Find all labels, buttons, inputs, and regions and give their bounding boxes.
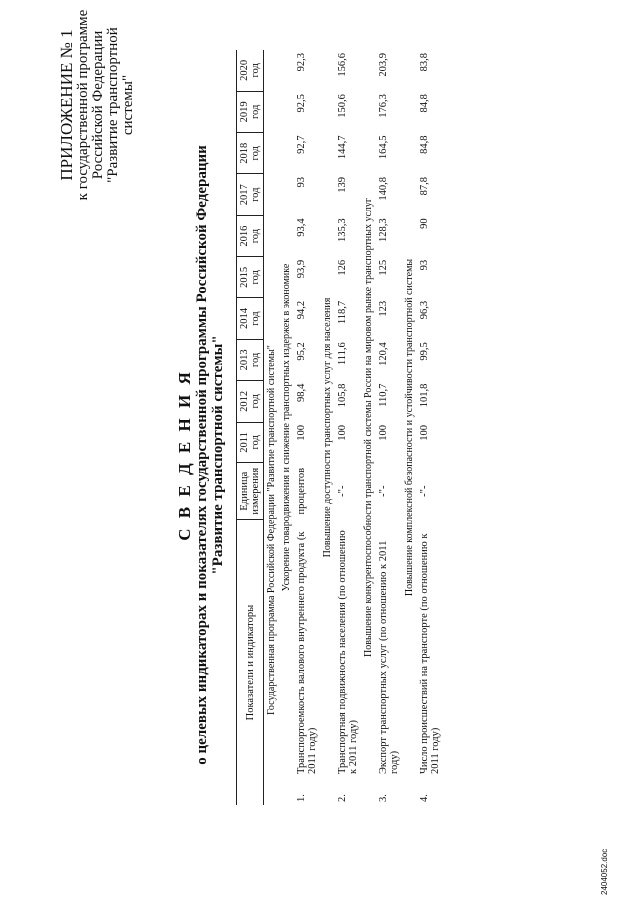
row-number: 3.: [378, 794, 389, 802]
row-indicator: Транспортоемкость валового внутреннего продукта (к 2011 году): [296, 531, 318, 774]
row-unit: -"-: [337, 485, 348, 497]
header-year: 2020 год: [237, 50, 264, 91]
row-value: 100: [419, 425, 430, 441]
row-unit: -"-: [378, 485, 389, 497]
row-value: 110,7: [378, 383, 389, 407]
document-heading: [176, 85, 226, 825]
row-value: 96,3: [419, 300, 430, 320]
file-footer: 2404052.doc: [600, 848, 609, 895]
row-unit: -"-: [419, 485, 430, 497]
appendix-line-1: к государственной программе: [75, 9, 91, 201]
row-value: 84,8: [419, 94, 430, 113]
header-unit: Единица измерения: [237, 463, 264, 520]
appendix-title: ПРИЛОЖЕНИЕ № 1: [57, 29, 76, 181]
section-title: Повышение конкурентоспособности транспортной системы России на мировом рынке транспортных услуг: [363, 198, 374, 657]
row-value: 123: [378, 300, 389, 317]
header-year: 2016 год: [237, 215, 264, 256]
row-number: 4.: [419, 794, 430, 802]
row-indicator: Экспорт транспортных услуг (по отношению к 2011 году): [378, 540, 400, 774]
section-row: [320, 50, 335, 805]
row-unit: процентов: [296, 467, 307, 515]
header-year: 2018 год: [237, 133, 264, 174]
table-header-row: [237, 50, 264, 805]
program-title: Государственная программа Российской Федерации "Развитие транспортной системы": [266, 345, 277, 715]
row-value: 93: [419, 259, 430, 271]
row-value: 126: [337, 259, 348, 276]
section-title: Ускорение товародвижения и снижение транспортных издержек в экономике: [281, 263, 292, 592]
row-value: 83,8: [419, 53, 430, 72]
table-row: [376, 50, 402, 805]
row-value: 93,9: [296, 259, 307, 279]
row-value: 92,7: [296, 135, 307, 154]
row-value: 105,8: [337, 383, 348, 408]
row-value: 135,3: [337, 218, 348, 243]
row-value: 101,8: [419, 383, 430, 408]
header-year: 2012 год: [237, 381, 264, 422]
row-value: 118,7: [337, 300, 348, 325]
table-row: [335, 50, 361, 805]
row-value: 84,8: [419, 135, 430, 154]
header-year: 2017 год: [237, 174, 264, 215]
header-indicators: Показатели и индикаторы: [237, 520, 264, 805]
appendix-line-3: "Развитие транспортной системы": [105, 27, 136, 183]
header-year: 2019 год: [237, 91, 264, 132]
row-value: 156,6: [337, 53, 348, 77]
section-title: Повышение комплексной безопасности и устойчивости транспортной системы: [404, 258, 415, 597]
section-row: [402, 50, 417, 805]
header-year: 2013 год: [237, 339, 264, 380]
row-value: 111,6: [337, 342, 348, 366]
row-indicator: Транспортная подвижность населения (по отношению к 2011 году): [337, 530, 359, 774]
header-year: 2014 год: [237, 298, 264, 339]
appendix-line-2: Российской Федерации: [90, 30, 106, 180]
row-value: 140,8: [378, 176, 389, 201]
row-value: 164,5: [378, 135, 389, 160]
row-indicator: Число происшествий на транспорте (по отношению к 2011 году): [419, 533, 441, 774]
row-value: 100: [378, 425, 389, 441]
table-row: [417, 50, 443, 805]
row-value: 98,4: [296, 383, 307, 402]
section-row: [279, 50, 294, 805]
row-number: 2.: [337, 794, 348, 802]
appendix-block: [58, 5, 136, 205]
row-number: 1.: [296, 794, 307, 802]
section-row: [361, 50, 376, 805]
row-value: 94,2: [296, 300, 307, 320]
row-value: 95,2: [296, 342, 307, 361]
row-value: 144,7: [337, 135, 348, 160]
row-value: 100: [296, 425, 307, 441]
row-value: 92,5: [296, 94, 307, 113]
row-value: 125: [378, 259, 389, 276]
row-value: 203,9: [378, 53, 389, 77]
heading-subtitle-2: "Развитие транспортной системы": [210, 335, 226, 575]
row-value: 100: [337, 425, 348, 441]
row-value: 93,4: [296, 218, 307, 237]
row-value: 87,8: [419, 176, 430, 196]
section-title: Повышение доступности транспортных услуг для населения: [322, 297, 333, 558]
row-value: 90: [419, 218, 430, 229]
row-value: 99,5: [419, 342, 430, 361]
indicators-table: [236, 50, 443, 805]
heading-main: С В Е Д Е Н И Я: [175, 369, 194, 541]
row-value: 92,3: [296, 53, 307, 72]
heading-subtitle-1: о целевых индикаторах и показателях государственной программы Российской Федерации: [194, 145, 210, 765]
row-value: 176,3: [378, 94, 389, 118]
row-value: 128,3: [378, 218, 389, 243]
row-value: 93: [296, 176, 307, 188]
row-value: 120,4: [378, 342, 389, 366]
table-row: [294, 50, 320, 805]
program-row: [264, 50, 280, 805]
row-value: 139: [337, 176, 348, 193]
header-year: 2015 год: [237, 257, 264, 298]
row-value: 150,6: [337, 94, 348, 118]
header-year: 2011 год: [237, 422, 264, 463]
